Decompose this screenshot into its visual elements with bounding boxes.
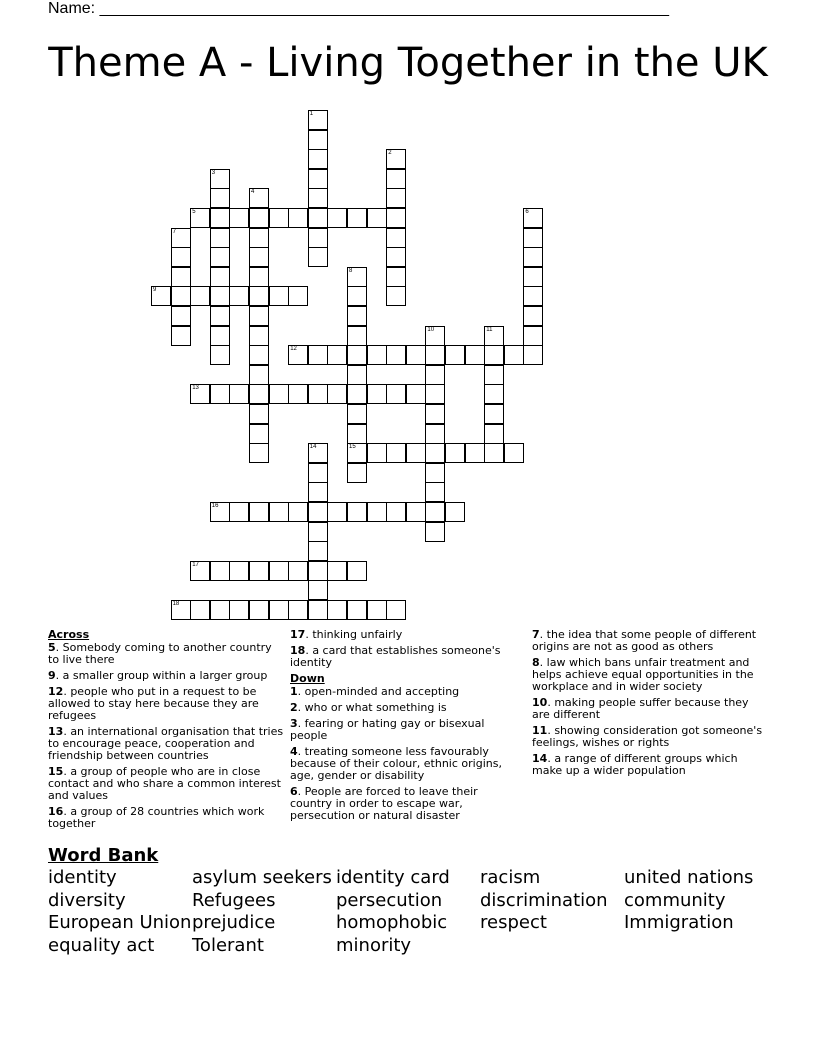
crossword-cell[interactable] (425, 443, 445, 463)
crossword-cell[interactable] (190, 561, 210, 581)
crossword-cell[interactable] (269, 384, 289, 404)
crossword-cell[interactable] (523, 247, 543, 267)
crossword-cell[interactable] (523, 345, 543, 365)
crossword-cell[interactable] (484, 443, 504, 463)
crossword-cell[interactable] (347, 365, 367, 385)
crossword-cell[interactable] (249, 443, 269, 463)
clue-across-17: 17. thinking unfairly (290, 628, 403, 641)
crossword-cell[interactable] (229, 561, 249, 581)
word-bank-word: community (624, 889, 726, 911)
word-bank-word: discrimination (480, 889, 608, 911)
crossword-cell[interactable] (347, 306, 367, 326)
crossword-cell[interactable] (367, 600, 387, 620)
crossword-cell[interactable] (347, 502, 367, 522)
crossword-cell[interactable] (308, 228, 328, 248)
clue-number: 6 (525, 209, 529, 215)
crossword-cell[interactable] (249, 561, 269, 581)
crossword-cell[interactable] (308, 561, 328, 581)
crossword-cell[interactable] (523, 326, 543, 346)
crossword-cell[interactable] (171, 306, 191, 326)
crossword-cell[interactable] (386, 286, 406, 306)
crossword-cell[interactable] (327, 384, 347, 404)
crossword-cell[interactable] (465, 443, 485, 463)
crossword-cell[interactable] (308, 482, 328, 502)
crossword-cell[interactable] (425, 404, 445, 424)
crossword-cell[interactable] (308, 169, 328, 189)
crossword-cell[interactable] (425, 502, 445, 522)
word-bank-word: equality act (48, 934, 155, 956)
across-heading: Across (48, 628, 90, 641)
crossword-cell[interactable] (249, 345, 269, 365)
crossword-cell[interactable] (406, 384, 426, 404)
crossword-cell[interactable] (347, 561, 367, 581)
crossword-cell[interactable] (406, 443, 426, 463)
word-bank-word: asylum seekers (192, 867, 332, 888)
crossword-cell[interactable] (484, 326, 504, 346)
name-line[interactable]: Name: ________________________________________________________________ (48, 0, 670, 17)
clue-number: 5 (192, 209, 196, 215)
crossword-cell[interactable] (386, 267, 406, 287)
crossword-cell[interactable] (210, 561, 230, 581)
crossword-cell[interactable] (171, 286, 191, 306)
crossword-cell[interactable] (288, 561, 308, 581)
crossword-cell[interactable] (484, 404, 504, 424)
crossword-cell[interactable] (347, 463, 367, 483)
crossword-cell[interactable] (210, 306, 230, 326)
crossword-cell[interactable] (288, 600, 308, 620)
crossword-cell[interactable] (386, 384, 406, 404)
crossword-cell[interactable] (210, 502, 230, 522)
crossword-cell[interactable] (210, 286, 230, 306)
crossword-cell[interactable] (425, 463, 445, 483)
crossword-cell[interactable] (327, 208, 347, 228)
clue-down-3: 3. fearing or hating gay or bisexual people (290, 717, 485, 742)
clue-across-13: 13. an international organisation that tries to encourage peace, cooperation and friendship between countries (48, 725, 284, 762)
word-bank-word: united nations (624, 867, 754, 888)
clue-across-9: 9. a smaller group within a larger group (48, 669, 268, 682)
crossword-cell[interactable] (327, 600, 347, 620)
crossword-cell[interactable] (249, 600, 269, 620)
crossword-cell[interactable] (249, 247, 269, 267)
crossword-cell[interactable] (308, 384, 328, 404)
crossword-cell[interactable] (308, 541, 328, 561)
crossword-cell[interactable] (269, 502, 289, 522)
word-bank-word: Immigration (624, 912, 734, 934)
crossword-cell[interactable] (308, 345, 328, 365)
word-bank-title: Word Bank (48, 845, 159, 866)
crossword-cell[interactable] (249, 286, 269, 306)
crossword-cell[interactable] (347, 208, 367, 228)
clue-number: 7 (172, 228, 176, 235)
clue-down-11: 11. showing consideration got someone's feelings, wishes or rights (532, 724, 763, 749)
clue-across-12: 12. people who put in a request to be allowed to stay here because they are refugees (48, 685, 259, 722)
crossword-cell[interactable] (229, 502, 249, 522)
crossword-cell[interactable] (308, 443, 328, 463)
crossword-cell[interactable] (386, 502, 406, 522)
clue-down-14: 14. a range of different groups which make up a wider population (532, 752, 738, 777)
crossword-cell[interactable] (308, 580, 328, 600)
clue-down-8: 8. law which bans unfair treatment and helps achieve equal opportunities in the workplace and in wider society (532, 656, 754, 693)
crossword-cell[interactable] (249, 404, 269, 424)
clues-column-3 (532, 629, 768, 781)
clue-down-7: 7. the idea that some people of different origins are not as good as others (532, 628, 757, 653)
crossword-cell[interactable] (347, 384, 367, 404)
clue-number: 14 (309, 444, 317, 451)
crossword-cell[interactable] (171, 267, 191, 287)
clue-number: 3 (211, 169, 216, 176)
word-bank-word: identity (48, 867, 117, 888)
word-bank-word: European Union (48, 912, 192, 934)
word-bank-word: identity card (336, 867, 450, 888)
crossword-cell[interactable] (229, 384, 249, 404)
crossword-cell[interactable] (386, 208, 406, 228)
crossword-cell[interactable] (425, 365, 445, 385)
crossword-cell[interactable] (484, 424, 504, 444)
word-bank-word: minority (336, 934, 412, 956)
crossword-cell[interactable] (249, 384, 269, 404)
crossword-cell[interactable] (288, 502, 308, 522)
word-bank-word: homophobic (336, 912, 448, 934)
crossword-cell[interactable] (210, 247, 230, 267)
crossword-cell[interactable] (445, 443, 465, 463)
crossword-cell[interactable] (249, 306, 269, 326)
crossword-cell[interactable] (425, 384, 445, 404)
clue-number: 8 (349, 267, 353, 274)
crossword-cell[interactable] (269, 561, 289, 581)
clue-down-10: 10. making people suffer because they are different (532, 696, 749, 721)
down-heading: Down (290, 672, 325, 685)
crossword-cell[interactable] (190, 286, 210, 306)
word-bank-word: persecution (336, 889, 443, 911)
crossword-cell[interactable] (269, 600, 289, 620)
clue-across-5: 5. Somebody coming to another country to live there (48, 641, 272, 666)
crossword-cell[interactable] (249, 188, 269, 208)
crossword-cell[interactable] (484, 345, 504, 365)
crossword-cell[interactable] (269, 208, 289, 228)
crossword-cell[interactable] (210, 188, 230, 208)
crossword-cell[interactable] (210, 228, 230, 248)
clue-number: 13 (192, 385, 199, 392)
crossword-cell[interactable] (367, 384, 387, 404)
crossword-cell[interactable] (308, 130, 328, 150)
crossword-cell[interactable] (308, 149, 328, 169)
crossword-cell[interactable] (210, 384, 230, 404)
crossword-cell[interactable] (504, 443, 524, 463)
crossword-cell[interactable] (347, 286, 367, 306)
clue-down-2: 2. who or what something is (290, 701, 447, 714)
clue-down-6: 6. People are forced to leave their country in order to escape war, persecution or natural disaster (290, 785, 478, 822)
crossword-cell[interactable] (327, 561, 347, 581)
crossword-cell[interactable] (347, 404, 367, 424)
crossword-cell[interactable] (523, 267, 543, 287)
clue-down-1: 1. open-minded and accepting (290, 685, 460, 698)
crossword-cell[interactable] (249, 208, 269, 228)
crossword-cell[interactable] (288, 345, 308, 365)
clue-number: 11 (486, 326, 493, 333)
clue-number: 1 (309, 111, 314, 117)
crossword-cell[interactable] (308, 208, 328, 228)
crossword-cell[interactable] (523, 306, 543, 326)
crossword-cell[interactable] (504, 345, 524, 365)
crossword-cell[interactable] (249, 365, 269, 385)
crossword-cell[interactable] (249, 267, 269, 287)
crossword-cell[interactable] (386, 247, 406, 267)
crossword-cell[interactable] (308, 502, 328, 522)
crossword-cell[interactable] (171, 228, 191, 248)
crossword-cell[interactable] (367, 502, 387, 522)
crossword-cell[interactable] (406, 502, 426, 522)
crossword-cell[interactable] (425, 345, 445, 365)
crossword-cell[interactable] (210, 326, 230, 346)
crossword-cell[interactable] (425, 424, 445, 444)
crossword-cell[interactable] (229, 286, 249, 306)
crossword-cell[interactable] (210, 600, 230, 620)
crossword-cell[interactable] (190, 384, 210, 404)
crossword-cell[interactable] (308, 600, 328, 620)
crossword-cell[interactable] (308, 247, 328, 267)
crossword-cell[interactable] (327, 345, 347, 365)
crossword-cell[interactable] (151, 286, 171, 306)
crossword-cell[interactable] (386, 600, 406, 620)
clue-across-18: 18. a card that establishes someone's identity (290, 644, 501, 669)
clue-number: 17 (192, 561, 199, 568)
crossword-cell[interactable] (210, 267, 230, 287)
clue-across-16: 16. a group of 28 countries which work together (48, 805, 265, 830)
word-bank-word: Refugees (192, 889, 276, 911)
crossword-cell[interactable] (523, 228, 543, 248)
crossword-cell[interactable] (308, 188, 328, 208)
crossword-cell[interactable] (425, 522, 445, 542)
crossword-cell[interactable] (367, 208, 387, 228)
clues-column-1 (48, 629, 284, 834)
crossword-cell[interactable] (210, 169, 230, 189)
crossword-cell[interactable] (386, 188, 406, 208)
crossword-cell[interactable] (347, 267, 367, 287)
crossword-cell[interactable] (484, 365, 504, 385)
crossword-cell[interactable] (171, 326, 191, 346)
crossword-cell[interactable] (406, 345, 426, 365)
crossword-cell[interactable] (425, 482, 445, 502)
word-bank-word: diversity (48, 889, 126, 911)
crossword-cell[interactable] (171, 247, 191, 267)
word-bank-word: respect (480, 912, 547, 934)
crossword-cell[interactable] (249, 424, 269, 444)
clue-number: 16 (211, 503, 219, 509)
crossword-cell[interactable] (445, 345, 465, 365)
crossword-cell[interactable] (308, 463, 328, 483)
crossword-cell[interactable] (386, 169, 406, 189)
clue-number: 12 (290, 346, 297, 353)
crossword-cell[interactable] (523, 286, 543, 306)
crossword-cell[interactable] (249, 228, 269, 248)
crossword-cell[interactable] (367, 345, 387, 365)
clues-column-2 (290, 629, 516, 826)
crossword-cell[interactable] (229, 208, 249, 228)
crossword-cell[interactable] (347, 443, 367, 463)
clue-number: 18 (172, 601, 180, 607)
crossword-cell[interactable] (171, 600, 191, 620)
word-bank-word: racism (480, 867, 541, 888)
crossword-cell[interactable] (327, 502, 347, 522)
crossword-cell[interactable] (288, 286, 308, 306)
clue-number: 10 (427, 326, 435, 333)
crossword-cell[interactable] (308, 522, 328, 542)
crossword-cell[interactable] (465, 345, 485, 365)
crossword-cell[interactable] (386, 149, 406, 169)
crossword-cell[interactable] (347, 345, 367, 365)
clue-number: 2 (388, 150, 392, 157)
crossword-cell[interactable] (425, 326, 445, 346)
crossword-cell[interactable] (249, 326, 269, 346)
crossword-cell[interactable] (190, 208, 210, 228)
crossword-cell[interactable] (210, 345, 230, 365)
crossword-cell[interactable] (229, 600, 249, 620)
crossword-cell[interactable] (210, 208, 230, 228)
crossword-cell[interactable] (190, 600, 210, 620)
page-title: Theme A - Living Together in the UK (48, 40, 768, 86)
crossword-cell[interactable] (347, 424, 367, 444)
clue-across-15: 15. a group of people who are in close contact and who share a common interest and values (48, 765, 281, 802)
crossword-cell[interactable] (269, 286, 289, 306)
clue-down-4: 4. treating someone less favourably because of their colour, ethnic origins, age, gender or disability (290, 745, 502, 782)
crossword-cell[interactable] (386, 345, 406, 365)
crossword-cell[interactable] (484, 384, 504, 404)
crossword-cell[interactable] (386, 443, 406, 463)
clue-number: 9 (153, 287, 157, 294)
clue-number: 15 (349, 444, 356, 451)
crossword-cell[interactable] (249, 502, 269, 522)
crossword-cell[interactable] (386, 228, 406, 248)
crossword-cell[interactable] (308, 110, 328, 130)
word-bank-word: prejudice (192, 912, 276, 934)
crossword-cell[interactable] (347, 326, 367, 346)
crossword-cell[interactable] (288, 384, 308, 404)
crossword-cell[interactable] (288, 208, 308, 228)
crossword-cell[interactable] (523, 208, 543, 228)
crossword-cell[interactable] (347, 600, 367, 620)
word-bank-word: Tolerant (192, 934, 264, 956)
clue-number: 4 (251, 189, 255, 196)
crossword-cell[interactable] (367, 443, 387, 463)
crossword-cell[interactable] (445, 502, 465, 522)
